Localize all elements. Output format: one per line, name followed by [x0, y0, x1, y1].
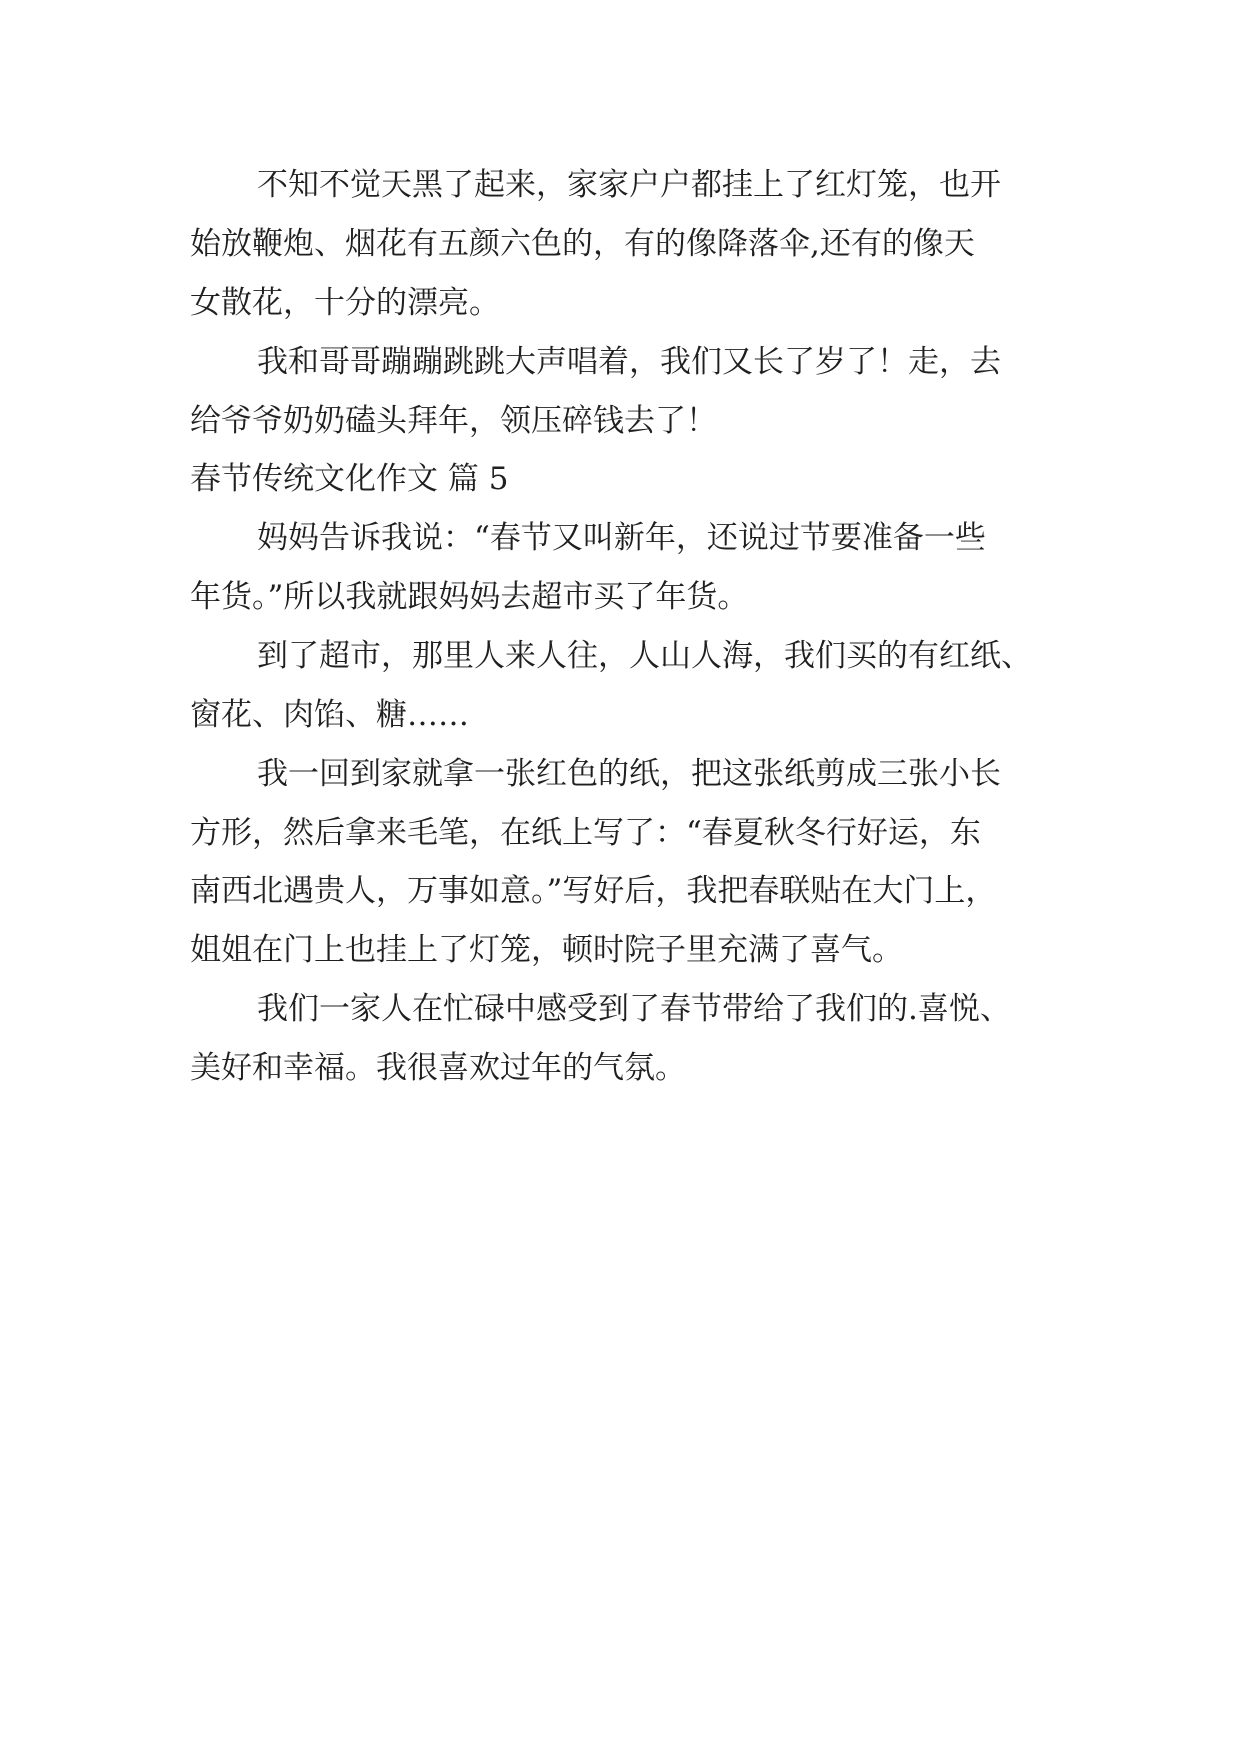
paragraph-line: 妈妈告诉我说：“春节又叫新年，还说过节要准备一些 [257, 520, 986, 556]
paragraph-line: 南西北遇贵人，万事如意。”写好后，我把春联贴在大门上， [190, 873, 997, 909]
paragraph-line: 美好和幸福。我很喜欢过年的气氛。 [190, 1050, 686, 1086]
paragraph-line: 不知不觉天黑了起来，家家户户都挂上了红灯笼，也开 [257, 167, 1001, 203]
paragraph-line: 始放鞭炮、烟花有五颜六色的，有的像降落伞,还有的像天 [190, 226, 975, 262]
paragraph-line: 方形，然后拿来毛笔，在纸上写了：“春夏秋冬行好运，东 [190, 815, 981, 851]
paragraph-line: 我们一家人在忙碌中感受到了春节带给了我们的.喜悦、 [257, 991, 1011, 1027]
paragraph-line: 女散花，十分的漂亮。 [190, 285, 500, 321]
paragraph-line: 年货。”所以我就跟妈妈去超市买了年货。 [190, 579, 749, 615]
paragraph-line: 我和哥哥蹦蹦跳跳大声唱着，我们又长了岁了！走，去 [257, 344, 1001, 380]
paragraph-line: 给爷爷奶奶磕头拜年，领压碎钱去了！ [190, 403, 717, 439]
section-heading: 春节传统文化作文 篇 5 [190, 461, 509, 497]
paragraph-line: 姐姐在门上也挂上了灯笼，顿时院子里充满了喜气。 [190, 932, 903, 968]
paragraph-line: 窗花、肉馅、糖…… [190, 697, 469, 733]
paragraph-line: 到了超市，那里人来人往，人山人海，我们买的有红纸、 [257, 638, 1032, 674]
paragraph-line: 我一回到家就拿一张红色的纸，把这张纸剪成三张小长 [257, 756, 1001, 792]
